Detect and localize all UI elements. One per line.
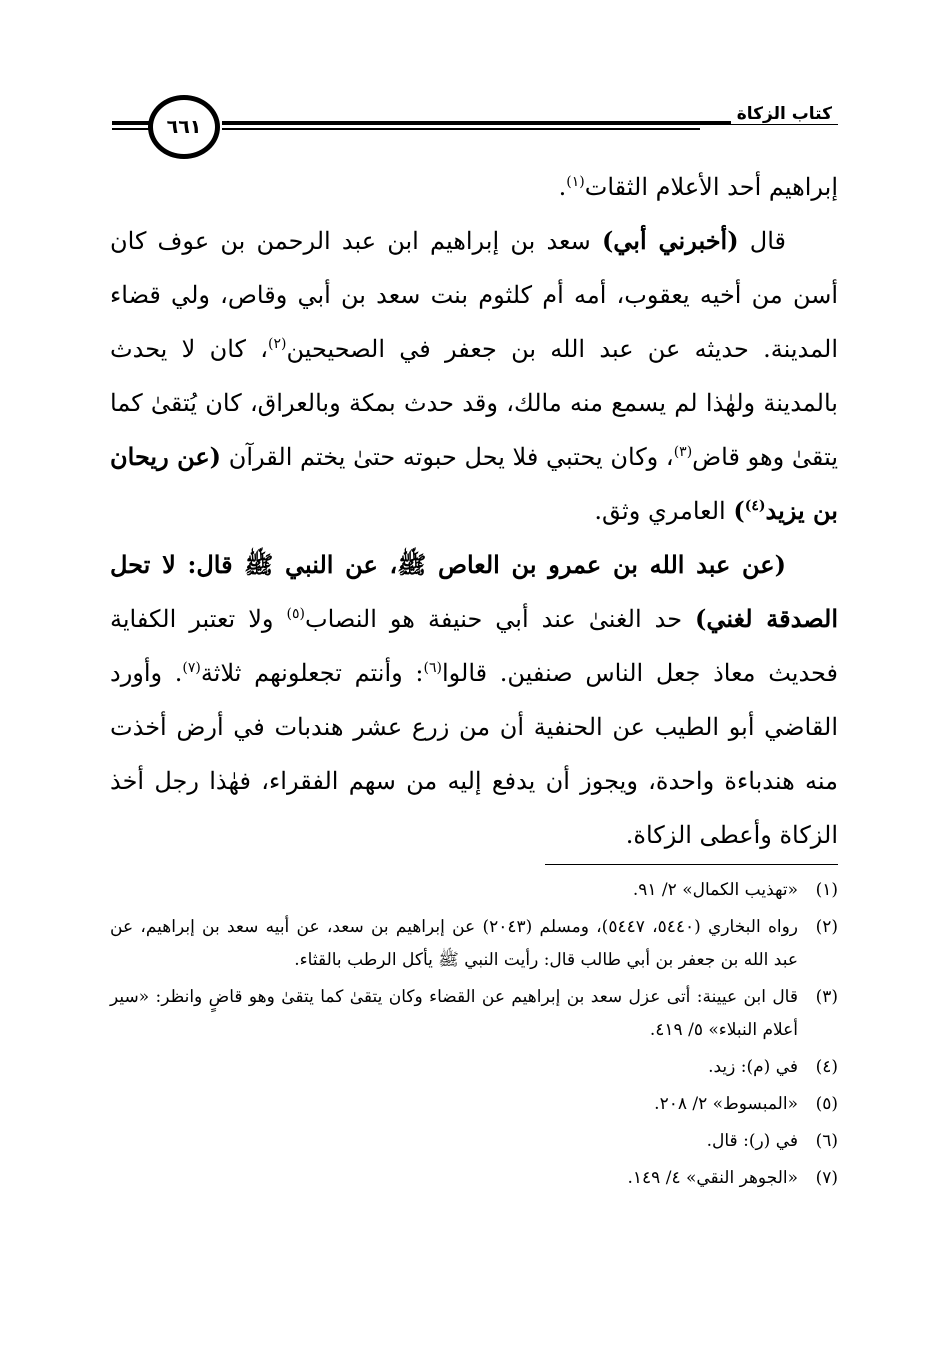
main-text [110, 160, 838, 862]
running-header-title: كتاب الزكاة [731, 104, 838, 124]
footnote-4 [110, 1051, 838, 1084]
footnote-6 [110, 1125, 838, 1158]
header-rule-right-thin [222, 128, 700, 130]
footnote-ref-5: (٥) [286, 606, 305, 622]
footnote-number: (٢) [815, 917, 838, 937]
footnote-number: (٦) [815, 1131, 838, 1151]
text-run: سعد بن إبراهيم ابن عبد الرحمن بن عوف كان أسن من أخيه يعقوب، أمه أم كلثوم بنت سعد بن أبي وقاص، ولي قضاء المدينة. حديثه عن عبد الله بن جعفر في الصحيحين [110, 227, 839, 363]
paragraph-1 [110, 160, 838, 214]
footnote-number: (٤) [815, 1057, 838, 1077]
footnote-7 [110, 1162, 838, 1195]
text-run: ولا تعتبر الكفاية فحديث معاذ جعل الناس صنفين. قالوا [110, 605, 839, 687]
footnote-text: «تهذيب الكمال» ٢/ ٩١. [632, 880, 798, 900]
footnote-1 [110, 874, 838, 907]
page-number-badge [148, 95, 220, 159]
text-run: قال [738, 227, 787, 255]
footnote-number: (٧) [815, 1168, 838, 1188]
footnote-ref-3: (٣) [673, 444, 693, 460]
paragraph-2 [110, 214, 838, 538]
text-run: : وأنتم تجعلونهم ثلاثة [200, 659, 424, 687]
footnote-text: في (ر): قال. [706, 1131, 798, 1151]
text-run: . [558, 173, 567, 201]
bold-quote: ) [733, 496, 745, 525]
text-run: ، وكان يحتبي فلا يحل حبوته حتىٰ يختم القرآن [221, 443, 674, 471]
footnote-text: «المبسوط» ٢/ ٢٠٨. [654, 1094, 798, 1114]
bold-hadith: (عن عبد الله بن عمرو بن العاص ﷺ، عن النبي ﷺ قال: لا تحل الصدقة لغني) [110, 550, 838, 633]
bold-quote: (أخبرني أبي) [601, 226, 739, 255]
text-run: . وأورد القاضي أبو الطيب عن الحنفية أن من زرع عشر هندبات في أرض أخذت منه هندباءة واحدة، ويجوز أن يدفع إليه من سهم الفقراء، فهٰذا رجل أخذ الزكاة وأعطى الزكاة. [110, 659, 838, 849]
footnotes [110, 874, 838, 1199]
text-run: ، كان لا يحدث بالمدينة ولهٰذا لم يسمع منه مالك، وقد حدث بمكة وبالعراق، كان يُتقىٰ كما يتقىٰ وهو قاض [110, 335, 838, 471]
text-run: إبراهيم أحد الأعلام الثقات [584, 173, 838, 201]
page-number: ٦٦١ [166, 116, 202, 138]
footnote-5 [110, 1088, 838, 1121]
footnote-separator [545, 864, 838, 865]
footnote-number: (٣) [815, 987, 838, 1007]
footnote-text: «الجوهر النقي» ٤/ ١٤٩. [627, 1168, 798, 1188]
footnote-text: قال ابن عيينة: أتى عزل سعد بن إبراهيم عن القضاء وكان يتقىٰ كما يتقىٰ وهو قاضٍ وانظر: «سير أعلام النبلاء» ٥/ ٤١٩. [110, 987, 798, 1040]
footnote-number: (٥) [815, 1094, 838, 1114]
footnote-text: في (م): زيد. [708, 1057, 798, 1077]
bold-quote: (عن ريحان بن يزيد [110, 442, 838, 525]
footnote-2 [110, 911, 838, 977]
text-run: العامري وثق. [594, 497, 734, 525]
footnote-ref-2: (٢) [267, 336, 287, 352]
footnote-ref-1: (١) [566, 174, 585, 190]
paragraph-3 [110, 538, 838, 862]
footnote-ref-4: (٤) [744, 498, 766, 514]
text-run: حد الغنىٰ عند أبي حنيفة هو النصاب [304, 605, 696, 633]
footnote-ref-6: (٦) [423, 660, 442, 676]
footnote-number: (١) [815, 880, 838, 900]
footnote-text: رواه البخاري (٥٤٤٠، ٥٤٤٧)، ومسلم (٢٠٤٣) عن إبراهيم بن سعد، عن أبيه سعد بن إبراهيم، عن عبد الله بن جعفر بن أبي طالب قال: رأيت النبي ﷺ يأكل الرطب بالقثاء. [110, 917, 799, 970]
footnote-ref-7: (٧) [182, 660, 201, 676]
footnote-3 [110, 981, 838, 1047]
